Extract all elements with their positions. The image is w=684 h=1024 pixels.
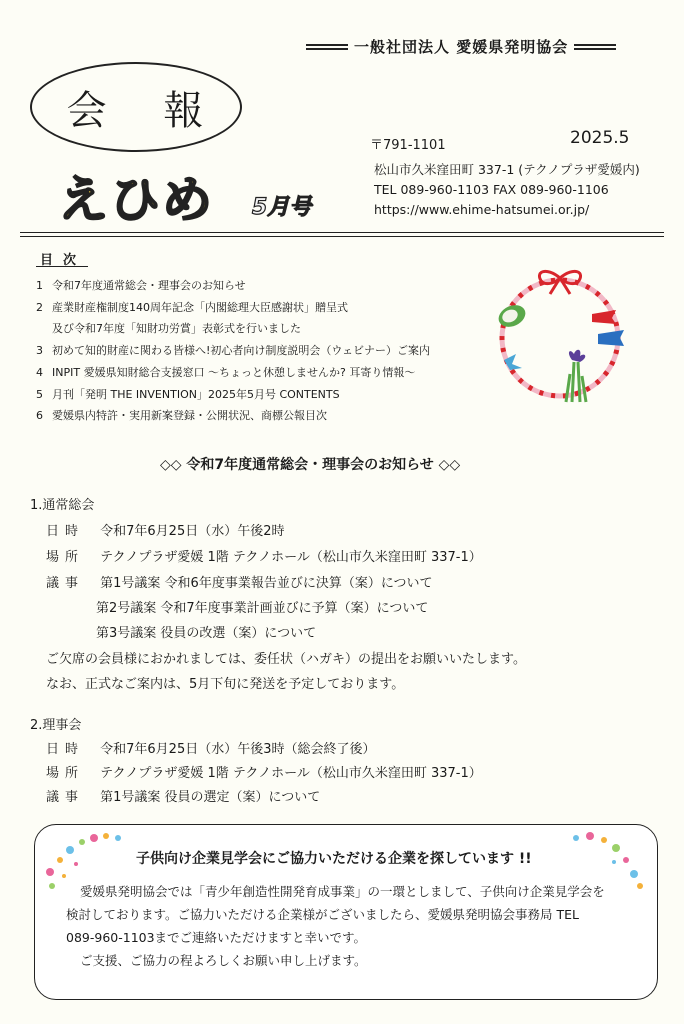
notice-line: ご支援、ご協力の程よろしくお願い申し上げます。	[80, 953, 367, 968]
toc-item[interactable]: 3 初めて知的財産に関わる皆様へ!初心者向け制度説明会（ウェビナー）ご案内	[36, 344, 430, 358]
wreath-illustration	[486, 264, 646, 414]
organization-header	[306, 36, 656, 57]
board-place-row	[46, 762, 482, 781]
general-date-row	[46, 520, 285, 539]
general-meeting-heading: 1.通常総会	[30, 498, 95, 513]
mailing-note: なお、正式なご案内は、5月下旬に発送を予定しております。	[46, 677, 405, 692]
general-date: 令和7年6月25日（水）午後2時	[100, 524, 285, 539]
notice-line: 089-960-1103までご連絡いただけますと幸いです。	[66, 930, 367, 945]
general-place-row	[46, 546, 482, 565]
notice-body	[66, 880, 646, 972]
toc-heading: 目次	[40, 253, 87, 268]
general-agenda-row	[46, 572, 433, 591]
newsletter-title: 会 報	[66, 87, 226, 134]
board-place-label: 場所	[46, 766, 85, 781]
toc-heading-underline	[36, 266, 88, 267]
notice-title: 子供向け企業見学会にご協力いただける企業を探しています !!	[136, 851, 532, 867]
board-date-label: 日時	[46, 742, 85, 757]
general-place-label: 場所	[46, 550, 85, 565]
proxy-note: ご欠席の会員様におかれましては、委任状（ハガキ）の提出をお願いいたします。	[46, 652, 526, 667]
board-agenda-label: 議事	[46, 790, 85, 805]
toc-item[interactable]: 4 INPIT 愛媛県知財総合支援窓口 ～ちょっと休憩しませんか? 耳寄り情報～	[36, 365, 416, 379]
board-date: 令和7年6月25日（水）午後3時（総会終了後）	[100, 742, 376, 757]
toc-item[interactable]: 5 月刊「発明 THE INVENTION」2025年5月号 CONTENTS	[36, 387, 340, 401]
toc-item[interactable]: 及び令和7年度「知財功労賞」表彰式を行いました	[52, 322, 301, 336]
agenda-item: 第3号議案 役員の改選（案）について	[96, 626, 317, 641]
board-place: テクノプラザ愛媛 1階 テクノホール（松山市久米窪田町 337-1）	[100, 766, 482, 781]
general-agenda-label: 議事	[46, 576, 85, 591]
table-of-contents	[36, 275, 430, 427]
organization-name: 一般社団法人 愛媛県発明協会	[354, 38, 569, 56]
tel-fax: TEL 089-960-1103 FAX 089-960-1106	[374, 182, 609, 197]
agenda-item: 第1号議案 役員の選定（案）について	[100, 790, 321, 805]
header-divider	[20, 232, 664, 237]
board-meeting-heading: 2.理事会	[30, 718, 82, 733]
issue-label: 5月号	[252, 195, 312, 220]
notice-line: 検討しております。ご協力いただける企業様がございましたら、愛媛県発明協会事務局 TEL	[66, 907, 579, 922]
postal-code: 〒791-1101	[370, 138, 446, 153]
general-date-label: 日時	[46, 524, 85, 539]
address: 松山市久米窪田町 337-1 (テクノプラザ愛媛内)	[374, 162, 640, 177]
header-dash-right	[574, 44, 616, 50]
brand-title: えひめ	[58, 171, 214, 229]
notice-line: 愛媛県発明協会では「青少年創造性開発育成事業」の一環としまして、子供向け企業見学会を	[80, 884, 605, 899]
general-place: テクノプラザ愛媛 1階 テクノホール（松山市久米窪田町 337-1）	[100, 550, 482, 565]
toc-item[interactable]: 2 産業財産権制度140周年記念「内閣総理大臣感謝状」贈呈式	[36, 300, 348, 314]
website-url[interactable]: https://www.ehime-hatsumei.or.jp/	[374, 202, 590, 217]
header-dash-left	[306, 44, 348, 50]
issue-date: 2025.5	[570, 128, 630, 148]
toc-item[interactable]: 1 令和7年度通常総会・理事会のお知らせ	[36, 279, 246, 292]
toc-item[interactable]: 6 愛媛県内特許・実用新案登録・公開状況、商標公報目次	[36, 409, 327, 423]
section-title: ◇◇ 令和7年度通常総会・理事会のお知らせ ◇◇	[160, 457, 461, 473]
newsletter-title-oval	[30, 62, 242, 152]
contact-block	[374, 160, 640, 220]
agenda-item: 第1号議案 令和6年度事業報告並びに決算（案）について	[100, 576, 433, 591]
bow-icon	[539, 271, 580, 294]
board-agenda-row	[46, 786, 320, 805]
board-date-row	[46, 738, 376, 757]
agenda-item: 第2号議案 令和7年度事業計画並びに予算（案）について	[96, 601, 429, 616]
